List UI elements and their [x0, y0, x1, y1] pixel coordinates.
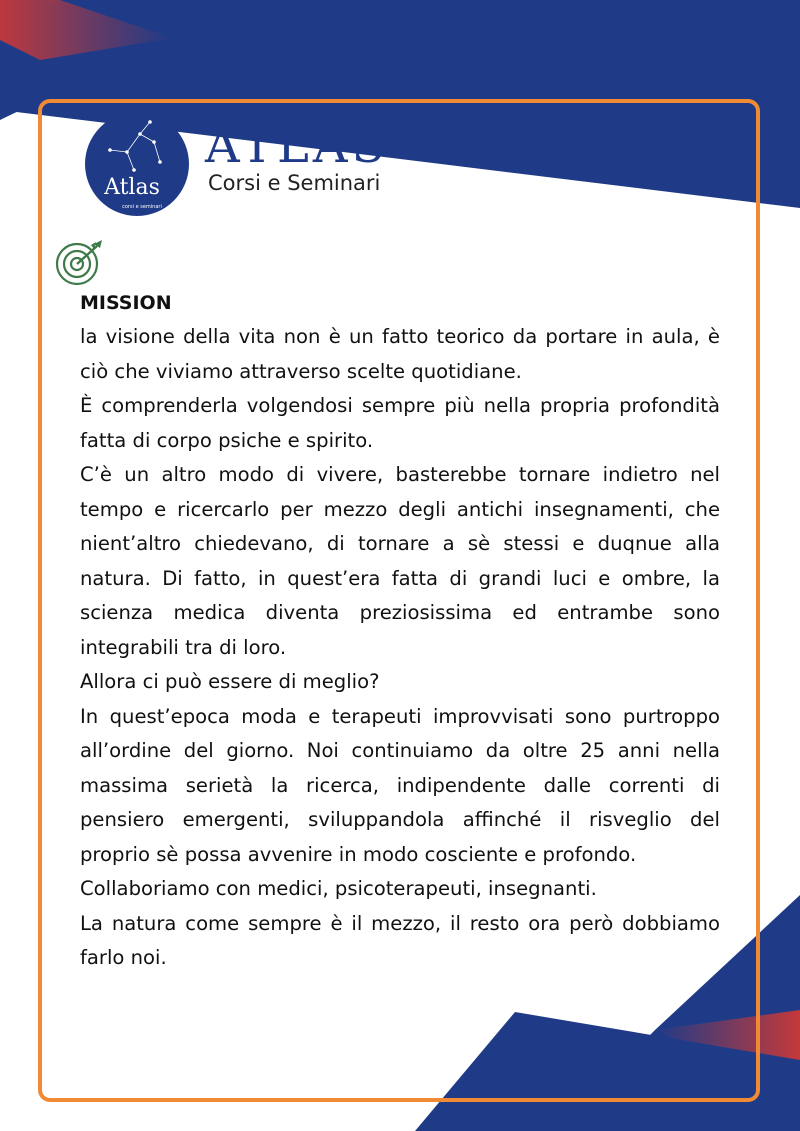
target-arrow-icon — [50, 238, 108, 286]
mission-paragraph: C’è un altro modo di vivere, basterebbe tornare indietro nel tempo e ricercarlo per mezzo degli antichi insegnamenti, che nient’altro chiedevano, di tornare a sè stessi e duqnue alla natura. Di fatto, in quest’era fatta di grandi luci e ombre, la scienza medica diventa preziosissima ed entrambe sono integrabili tra di loro. — [80, 463, 720, 659]
mission-paragraph: È comprenderla volgendosi sempre più nella propria profondità fatta di corpo psiche e spirito. — [80, 394, 720, 452]
mission-paragraph: la visione della vita non è un fatto teorico da portare in aula, è ciò che viviamo attraverso scelte quotidiane. — [80, 325, 720, 383]
mission-paragraph: La natura come sempre è il mezzo, il resto ora però dobbiamo farlo noi. — [80, 911, 720, 969]
logo-subtitle: corsi e seminari — [122, 204, 162, 210]
mission-paragraph: Collaboriamo con medici, psicoterapeuti, insegnanti. — [80, 877, 597, 900]
mission-paragraph: In quest’epoca moda e terapeuti improvvisati sono purtroppo all’ordine del giorno. Noi continuiamo da oltre 25 anni nella massima serietà la ricerca, indipendente dalle correnti di pensiero emergenti, sviluppandola affinché il risveglio del proprio sè possa avvenire in modo cosciente e profondo. — [80, 704, 720, 866]
logo-word: Atlas — [104, 175, 160, 200]
mission-heading: MISSION — [80, 292, 172, 314]
mission-paragraph: Allora ci può essere di meglio? — [80, 670, 380, 693]
mission-body — [80, 320, 720, 976]
brand-subtitle: Corsi e Seminari — [208, 171, 381, 195]
atlas-logo-icon — [82, 112, 192, 216]
brand-title: ATLAS — [205, 118, 389, 174]
